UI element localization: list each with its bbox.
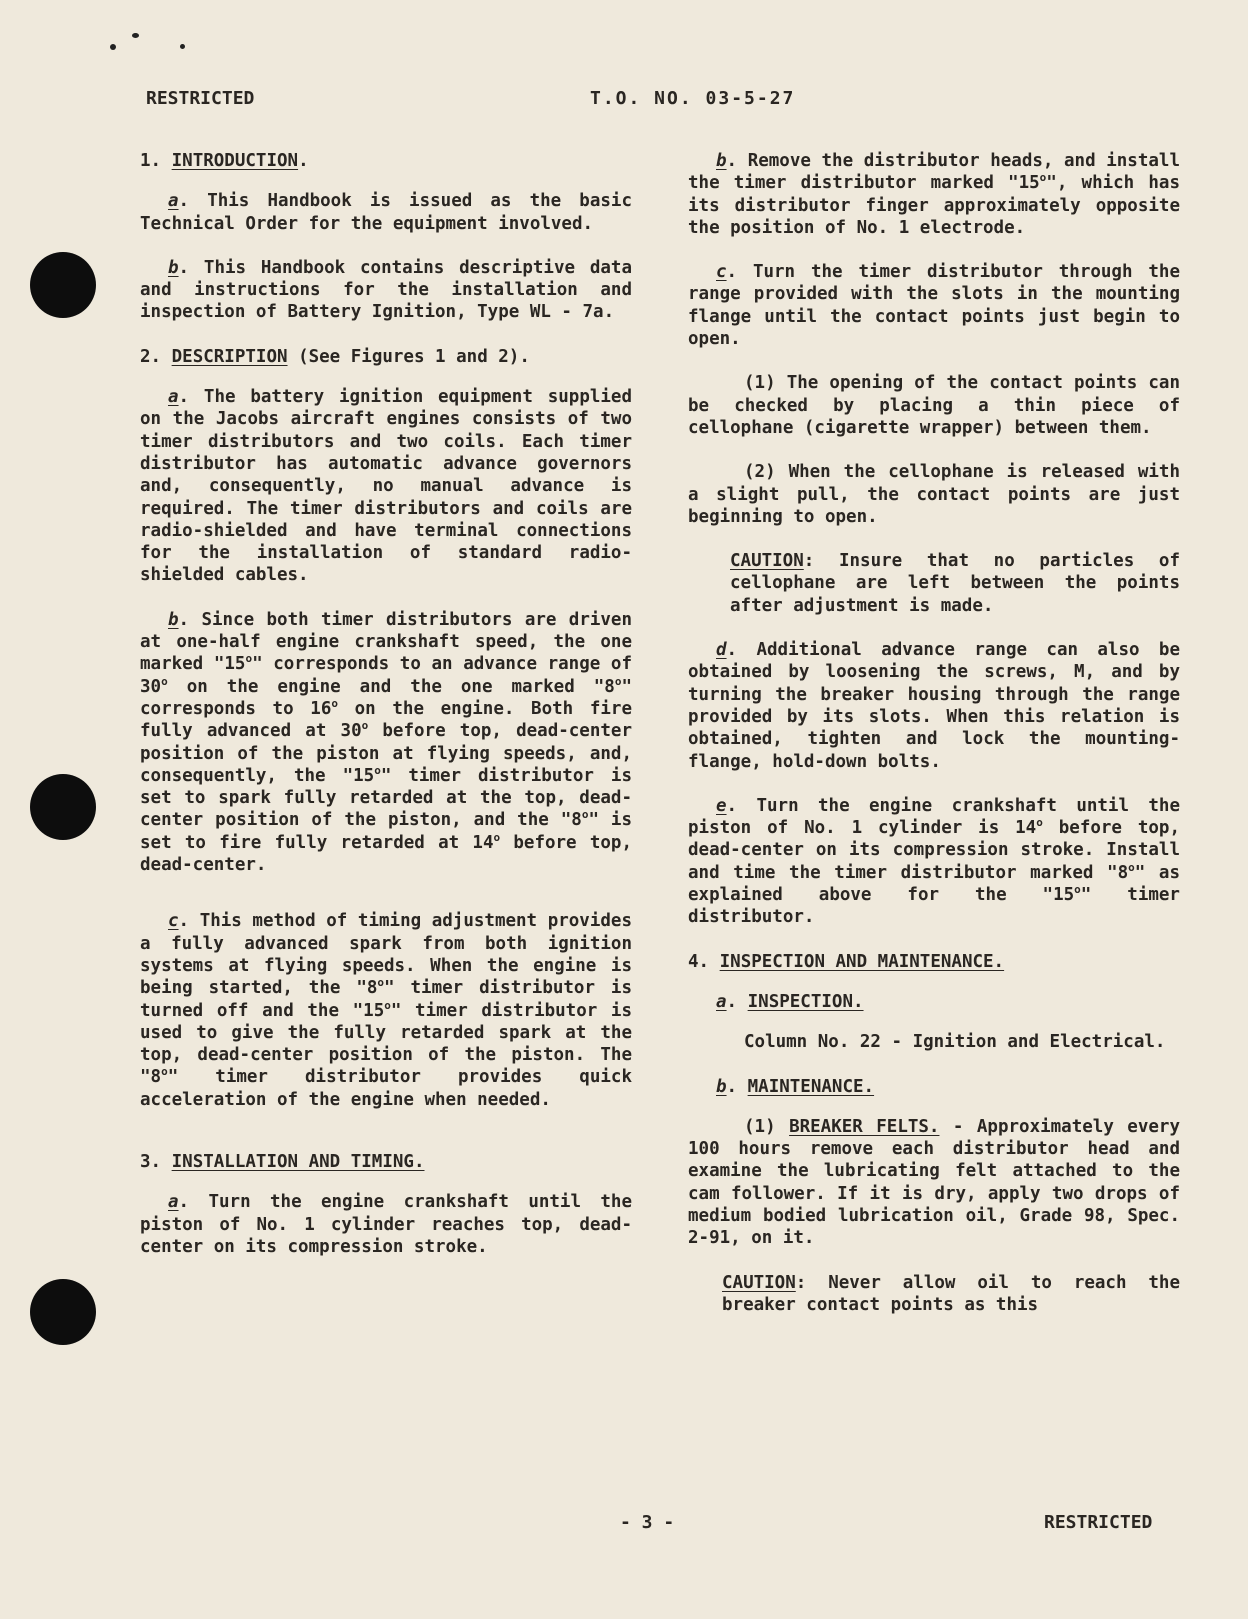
header-classification: RESTRICTED xyxy=(146,88,255,109)
paragraph-1b: b. This Handbook contains descriptive data and instructions for the installation and inspection of Battery Ignition, Type WL - 7a. xyxy=(140,257,632,323)
paragraph-3c-2: (2) When the cellophane is released with a slight pull, the contact points are just beginning to open. xyxy=(688,462,1180,527)
paragraph-3c: c. Turn the timer distributor through the range provided with the slots in the mounting flange until the contact points just begin to open. xyxy=(688,262,1180,350)
header-order-number: T.O. NO. 03-5-27 xyxy=(590,88,796,109)
binder-hole xyxy=(30,1279,96,1345)
right-column xyxy=(688,150,1180,1338)
footer-classification: RESTRICTED xyxy=(1044,1512,1153,1533)
speck xyxy=(132,33,139,38)
speck xyxy=(110,44,116,50)
section-4-heading: 4. INSPECTION AND MAINTENANCE. xyxy=(688,951,1005,972)
paragraph-3d: d. Additional advance range can also be obtained by loosening the screws, M, and by turning the breaker housing through the range provided by its slots. When this relation is obtained, tighten and lock the mounting-flange, hold-down bolts. xyxy=(688,640,1180,772)
caution-note-2: CAUTION: Never allow oil to reach the breaker contact points as this xyxy=(722,1272,1180,1315)
left-column xyxy=(140,150,632,1280)
paragraph-3a: a. Turn the engine crankshaft until the piston of No. 1 cylinder reaches top, dead-center on its compression stroke. xyxy=(140,1192,632,1257)
section-2-heading: 2. DESCRIPTION (See Figures 1 and 2). xyxy=(140,346,530,367)
paragraph-3b: b. Remove the distributor heads, and install the timer distributor marked "15$^o$", which has its distributor finger approximately opposite the position of No. 1 electrode. xyxy=(688,151,1180,238)
paragraph-2c: c. This method of timing adjustment provides a fully advanced spark from both ignition systems at flying speeds. When the engine is being started, the "8$^o$" timer distributor is turned off and the "15$^o$" timer distributor is used to give the fully retarded spark at the top, dead-center position of the piston. The "8$^o$" timer distributor provides quick acceleration of the engine when needed. xyxy=(140,911,632,1110)
page-number: - 3 - xyxy=(620,1512,675,1533)
paragraph-3e: e. Turn the engine crankshaft until the piston of No. 1 cylinder is 14$^o$ before top, dead-center on its compression stroke. Install and time the timer distributor marked "8$^o$" as explained above for the "15$^o$" timer distributor. xyxy=(688,795,1181,928)
paragraph-2a: a. The battery ignition equipment supplied on the Jacobs aircraft engines consists of two timer distributors and two coils. Each timer distributor has automatic advance governors and, consequently, no manual advance is required. The timer distributors and coils are radio-shielded and have terminal connections for the installation of standard radio-shielded cables. xyxy=(140,387,632,586)
caution-note-1: CAUTION: Insure that no particles of cellophane are left between the points after adjustment is made. xyxy=(730,551,1180,616)
speck xyxy=(180,44,185,49)
subsection-4a-heading: a. INSPECTION. xyxy=(716,991,864,1012)
paragraph-3c-1: (1) The opening of the contact points can be checked by placing a thin piece of cellophane (cigarette wrapper) between them. xyxy=(688,373,1180,438)
paragraph-4a: Column No. 22 - Ignition and Electrical. xyxy=(744,1032,1166,1053)
binder-hole xyxy=(30,774,96,840)
binder-hole xyxy=(30,252,96,318)
subsection-4b-heading: b. MAINTENANCE. xyxy=(716,1076,875,1097)
section-1-heading: 1. INTRODUCTION. xyxy=(140,151,309,171)
section-3-heading: 3. INSTALLATION AND TIMING. xyxy=(140,1151,425,1172)
paragraph-4b-1: (1) BREAKER FELTS. - Approximately every 100 hours remove each distributor head and examine the lubricating felt attached to the cam follower. If it is dry, apply two drops of medium bodied lubrication oil, Grade 98, Spec. 2-91, on it. xyxy=(688,1116,1180,1249)
paragraph-2b: b. Since both timer distributors are driven at one-half engine crankshaft speed, the one marked "15$^o$" corresponds to an advance range of 30$^o$ on the engine and the one marked "8$^o$" corresponds to 16$^o$ on the engine. Both fire fully advanced at 30$^o$ before top, dead-center position of the piston at flying speeds, and, consequently, the "15$^o$" timer distributor is set to spark fully retarded at the top, dead-center position of the piston, and the "8$^o$" is set to fire fully retarded at 14$^o$ before top, dead-center. xyxy=(140,609,633,876)
paragraph-1a: a. This Handbook is issued as the basic Technical Order for the equipment involved. xyxy=(140,191,632,234)
